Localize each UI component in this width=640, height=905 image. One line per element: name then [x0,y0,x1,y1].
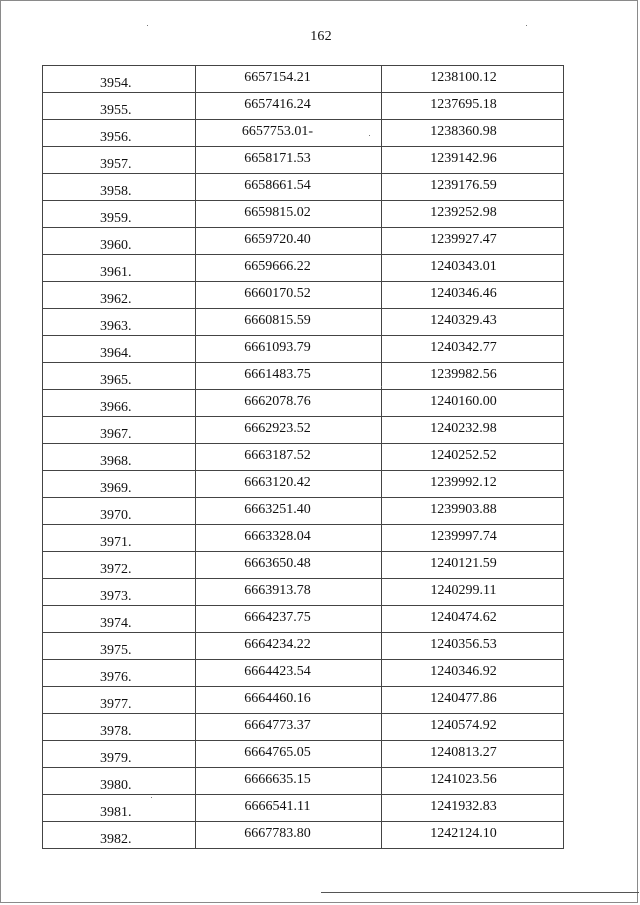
x-coordinate-cell: 6663187.52 [196,444,382,471]
y-coordinate-cell: 1240121.59 [382,552,564,579]
table-row [43,660,564,687]
point-number-cell: 3982. [43,822,196,849]
y-coordinate-cell: 1240252.52 [382,444,564,471]
scan-speck [526,25,527,26]
point-number-cell: 3965. [43,363,196,390]
table-row [43,822,564,849]
point-number-cell: 3954. [43,66,196,93]
point-number-cell: 3981. [43,795,196,822]
point-number-cell: 3956. [43,120,196,147]
table-row [43,795,564,822]
y-coordinate-cell: 1239992.12 [382,471,564,498]
point-number-cell: 3960. [43,228,196,255]
point-number-cell: 3973. [43,579,196,606]
x-coordinate-cell: 6666635.15 [196,768,382,795]
point-number-cell: 3967. [43,417,196,444]
x-coordinate-cell: 6660815.59 [196,309,382,336]
point-number-cell: 3970. [43,498,196,525]
x-coordinate-cell: 6657416.24 [196,93,382,120]
table-row [43,66,564,93]
table-row [43,633,564,660]
x-coordinate-cell: 6663251.40 [196,498,382,525]
scan-speck [369,135,370,136]
x-coordinate-cell: 6659815.02 [196,201,382,228]
table-row [43,282,564,309]
x-coordinate-cell: 6664237.75 [196,606,382,633]
footer-rule [321,892,639,893]
table-row [43,255,564,282]
point-number-cell: 3976. [43,660,196,687]
x-coordinate-cell: 6659720.40 [196,228,382,255]
y-coordinate-cell: 1240474.62 [382,606,564,633]
x-coordinate-cell: 6657753.01- [196,120,382,147]
point-number-cell: 3971. [43,525,196,552]
x-coordinate-cell: 6667783.80 [196,822,382,849]
point-number-cell: 3955. [43,93,196,120]
x-coordinate-cell: 6666541.11 [196,795,382,822]
y-coordinate-cell: 1239903.88 [382,498,564,525]
coordinates-table-body [43,66,564,849]
table-row [43,363,564,390]
x-coordinate-cell: 6658171.53 [196,147,382,174]
point-number-cell: 3972. [43,552,196,579]
x-coordinate-cell: 6661483.75 [196,363,382,390]
table-row [43,201,564,228]
y-coordinate-cell: 1239176.59 [382,174,564,201]
table-row [43,741,564,768]
x-coordinate-cell: 6664765.05 [196,741,382,768]
y-coordinate-cell: 1240813.27 [382,741,564,768]
y-coordinate-cell: 1241932.83 [382,795,564,822]
point-number-cell: 3969. [43,471,196,498]
point-number-cell: 3980. [43,768,196,795]
y-coordinate-cell: 1240329.43 [382,309,564,336]
table-row [43,147,564,174]
x-coordinate-cell: 6663120.42 [196,471,382,498]
x-coordinate-cell: 6663650.48 [196,552,382,579]
point-number-cell: 3959. [43,201,196,228]
x-coordinate-cell: 6657154.21 [196,66,382,93]
point-number-cell: 3958. [43,174,196,201]
x-coordinate-cell: 6662078.76 [196,390,382,417]
table-row [43,768,564,795]
point-number-cell: 3974. [43,606,196,633]
point-number-cell: 3979. [43,741,196,768]
table-row [43,228,564,255]
point-number-cell: 3975. [43,633,196,660]
y-coordinate-cell: 1238100.12 [382,66,564,93]
point-number-cell: 3963. [43,309,196,336]
table-row [43,93,564,120]
scan-speck [147,25,148,26]
point-number-cell: 3964. [43,336,196,363]
y-coordinate-cell: 1238360.98 [382,120,564,147]
y-coordinate-cell: 1240574.92 [382,714,564,741]
x-coordinate-cell: 6664423.54 [196,660,382,687]
x-coordinate-cell: 6659666.22 [196,255,382,282]
point-number-cell: 3977. [43,687,196,714]
y-coordinate-cell: 1239252.98 [382,201,564,228]
x-coordinate-cell: 6661093.79 [196,336,382,363]
point-number-cell: 3966. [43,390,196,417]
page-number: 162 [310,29,332,44]
y-coordinate-cell: 1240477.86 [382,687,564,714]
table-row [43,687,564,714]
scan-speck [151,797,152,798]
y-coordinate-cell: 1241023.56 [382,768,564,795]
point-number-cell: 3978. [43,714,196,741]
y-coordinate-cell: 1240232.98 [382,417,564,444]
table-row [43,498,564,525]
y-coordinate-cell: 1240160.00 [382,390,564,417]
table-row [43,309,564,336]
y-coordinate-cell: 1237695.18 [382,93,564,120]
table-row [43,471,564,498]
y-coordinate-cell: 1242124.10 [382,822,564,849]
x-coordinate-cell: 6658661.54 [196,174,382,201]
point-number-cell: 3962. [43,282,196,309]
table-row [43,120,564,147]
scan-speck [381,386,382,387]
y-coordinate-cell: 1239982.56 [382,363,564,390]
y-coordinate-cell: 1240343.01 [382,255,564,282]
x-coordinate-cell: 6664234.22 [196,633,382,660]
table-row [43,444,564,471]
point-number-cell: 3961. [43,255,196,282]
x-coordinate-cell: 6660170.52 [196,282,382,309]
table-row [43,417,564,444]
table-row [43,390,564,417]
table-row [43,525,564,552]
x-coordinate-cell: 6664773.37 [196,714,382,741]
y-coordinate-cell: 1240346.92 [382,660,564,687]
x-coordinate-cell: 6662923.52 [196,417,382,444]
table-row [43,714,564,741]
table-row [43,552,564,579]
point-number-cell: 3957. [43,147,196,174]
table-row [43,606,564,633]
y-coordinate-cell: 1240342.77 [382,336,564,363]
table-row [43,174,564,201]
y-coordinate-cell: 1239142.96 [382,147,564,174]
point-number-cell: 3968. [43,444,196,471]
y-coordinate-cell: 1240299.11 [382,579,564,606]
y-coordinate-cell: 1239927.47 [382,228,564,255]
y-coordinate-cell: 1240356.53 [382,633,564,660]
y-coordinate-cell: 1240346.46 [382,282,564,309]
table-row [43,336,564,363]
y-coordinate-cell: 1239997.74 [382,525,564,552]
table-row [43,579,564,606]
coordinates-table [42,65,564,849]
x-coordinate-cell: 6663913.78 [196,579,382,606]
x-coordinate-cell: 6664460.16 [196,687,382,714]
x-coordinate-cell: 6663328.04 [196,525,382,552]
